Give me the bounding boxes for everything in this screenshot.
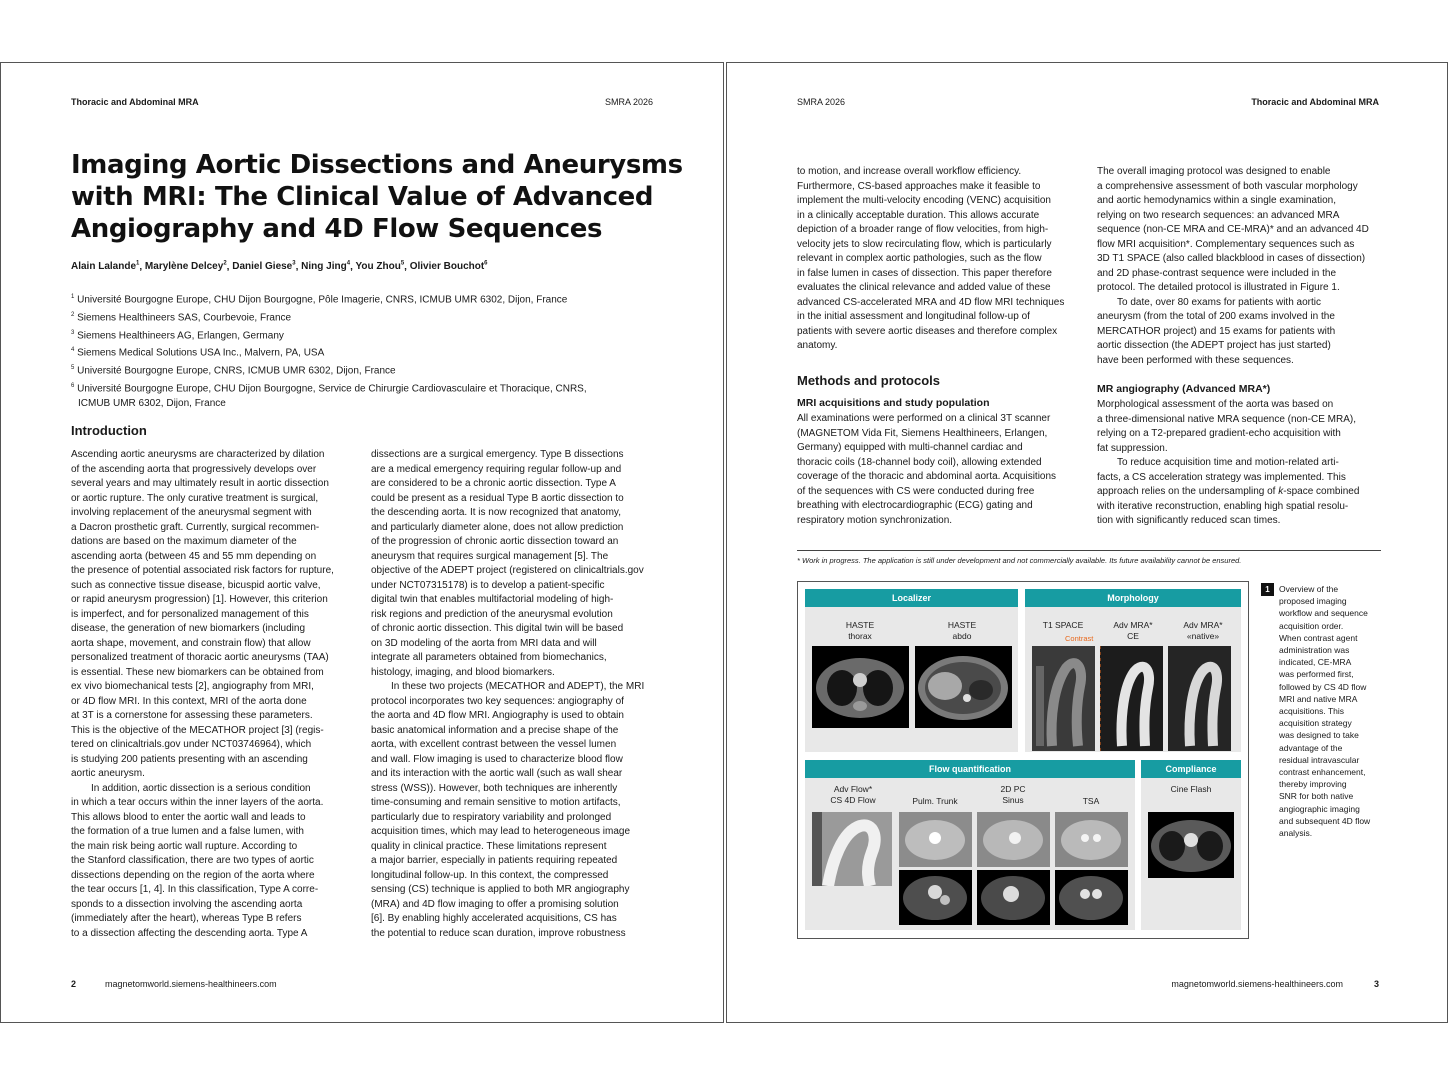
- text-line: and its interaction with the aortic wall (such as wall shear: [371, 768, 623, 779]
- footnote: * Work in progress. The application is still under development and not commercially available. Its future availability cannot be ensured.: [797, 556, 1242, 565]
- text-line: (immediately after the heart), whereas Type B refers: [71, 913, 302, 924]
- body-column-1-methods: [797, 412, 1087, 528]
- caption-line: When contrast agent: [1279, 632, 1358, 643]
- title-line: Imaging Aortic Dissections and Aneurysms: [71, 150, 683, 180]
- mri-image-adv-mra-ce: [1100, 646, 1163, 751]
- text-line: velocity jets to slow recirculating flow, which is particularly: [797, 238, 1052, 250]
- text-line: protocol. The detailed protocol is illustrated in Figure 1.: [1097, 282, 1340, 293]
- text-line: several years and may ultimately result in aortic dissection: [71, 478, 329, 489]
- text-line: could be present as a residual Type B aortic dissection to: [371, 492, 624, 504]
- contrast-annotation: Contrast: [1065, 634, 1094, 643]
- author-affiliation-mark: 3: [292, 261, 296, 267]
- mri-image-haste-thorax: [812, 646, 909, 728]
- text-line: are considered to be a chronic aortic dissection. Type A: [371, 478, 616, 489]
- author-affiliation-mark: 6: [484, 261, 488, 267]
- text-line: respiratory motion synchronization.: [797, 514, 953, 526]
- text-line: such as connective tissue disease, bicuspid aortic valve,: [71, 579, 321, 591]
- caption-line: thereby improving: [1279, 779, 1347, 790]
- text-line: patients with severe aortic diseases and therefore complex: [797, 325, 1058, 337]
- section-heading-introduction: Introduction: [71, 423, 147, 438]
- image-label: T1 SPACE: [1042, 620, 1084, 630]
- text-line: objective of the ADEPT project (registered on clinicaltrials.gov: [371, 565, 644, 576]
- text-line: This is the objective of the MECATHOR project [3] (regis-: [71, 724, 324, 736]
- panel-morphology: [1025, 589, 1241, 752]
- text-line: protocol incorporates two key sequences: angiography of: [371, 695, 624, 707]
- image-label: 2D PC Sinus: [1000, 784, 1026, 805]
- text-line: and wall. Flow imaging is used to characterize blood flow: [371, 753, 623, 765]
- text-line: relying on two research sequences: an advanced MRA: [1097, 209, 1340, 221]
- caption-line: administration was: [1279, 645, 1350, 656]
- text-line: time-consuming and remain sensitive to motion artifacts,: [371, 797, 621, 808]
- text-line: aorta, with excellent contrast between the vessel lumen: [371, 739, 617, 750]
- mri-image-4d-flow: [812, 812, 892, 886]
- body-column-2: [371, 448, 661, 941]
- caption-line: workflow and sequence: [1279, 608, 1368, 619]
- text-line: approach relies on the undersampling of k-space combined: [1097, 486, 1360, 497]
- panel-title: Localizer: [805, 589, 1018, 607]
- text-line: aortic aneurysm.: [71, 768, 145, 779]
- text-line: To reduce acquisition time and motion-related arti-: [1117, 457, 1339, 468]
- author-name: You Zhou$^5$: [355, 261, 405, 273]
- text-line: In these two projects (MECATHOR and ADEPT), the MRI: [391, 681, 645, 692]
- text-line: thoracic coils (18-channel body coil), allowing extended: [797, 456, 1042, 468]
- text-line: In addition, aortic dissection is a serious condition: [91, 782, 311, 794]
- text-line: MERCATHOR project) and 15 exams for patients with: [1097, 325, 1336, 337]
- text-line: The overall imaging protocol was designed to enable: [1097, 166, 1331, 177]
- text-line: tered on clinicaltrials.gov under NCT03746964), which: [71, 739, 312, 750]
- text-line: relying on a T2-prepared gradient-echo acquisition with: [1097, 428, 1341, 439]
- text-line: aneurysm (from the total of 200 exams involved in the: [1097, 311, 1335, 322]
- panel-compliance: [1141, 760, 1241, 930]
- text-line: is imperfect, and for personalized management of this: [71, 608, 309, 620]
- mri-image-cine-flash: [1148, 812, 1234, 878]
- article-title: [71, 149, 691, 245]
- text-line: (MAGNETOM Vida Fit, Siemens Healthineers, Erlangen,: [797, 427, 1048, 439]
- title-line: Angiography and 4D Flow Sequences: [71, 214, 603, 244]
- text-line: quality in clinical practice. These limitations represent: [371, 840, 607, 852]
- text-line: and aortic hemodynamics within a single examination,: [1097, 195, 1337, 206]
- text-line: a major barrier, especially in patients requiring repeated: [371, 855, 618, 866]
- text-line: a Dacron prosthetic graft. Currently, surgical recommen-: [71, 521, 320, 533]
- text-line: of the ascending aorta that progressively develops over: [71, 463, 317, 475]
- issue-label: SMRA 2026: [797, 97, 846, 107]
- panel-title: Flow quantification: [805, 760, 1135, 778]
- text-line: particularly due to respiratory variability and prolonged: [371, 811, 612, 823]
- text-line: on 3D modeling of the aorta from MRI data and will: [371, 637, 597, 649]
- text-line: dissections depending on the region of the aorta where: [71, 869, 315, 881]
- author-name: Olivier Bouchot$^6$: [409, 261, 488, 273]
- mri-image-pc-tsa-magnitude: [1055, 870, 1128, 925]
- text-line: longitudinal follow-up. In this context, the compressed: [371, 869, 609, 881]
- affiliation-line: $^3$ Siemens Healthineers AG, Erlangen, Germany: [71, 329, 284, 341]
- caption-line: followed by CS 4D flow: [1279, 681, 1367, 692]
- caption-line: MRI and native MRA: [1279, 693, 1358, 704]
- text-line: acquisition times, which may lead to heterogeneous image: [371, 826, 631, 837]
- text-line: of the sequences with CS were conducted during free: [797, 485, 1035, 497]
- caption-line: residual intravascular: [1279, 754, 1360, 765]
- right-page: [726, 62, 1448, 1023]
- affiliation-line: $^2$ Siemens Healthineers SAS, Courbevoie, France: [71, 311, 292, 324]
- mri-image-t1-space: [1032, 646, 1095, 751]
- image-label: TSA: [1082, 796, 1100, 806]
- text-line: in the initial assessment and longitudinal follow-up of: [797, 311, 1030, 322]
- left-page: [0, 62, 724, 1023]
- text-line: sequence (non-CE MRA and CE-MRA)* and an advanced 4D: [1097, 224, 1369, 235]
- author-affiliation-mark: 2: [223, 261, 227, 267]
- image-label: Adv MRA* «native»: [1183, 620, 1223, 641]
- caption-line: angiographic imaging: [1279, 803, 1360, 814]
- body-column-1-top: [797, 165, 1087, 354]
- text-line: in a clinically acceptable duration. This allows accurate: [797, 209, 1040, 221]
- text-line: is studying 200 patients presenting with an ascending: [71, 753, 308, 765]
- text-line: or rapid aneurysm progression) [1]. However, this criterion: [71, 594, 328, 605]
- text-line: dissections are a surgical emergency. Type B dissections: [371, 449, 624, 460]
- body-column-1: [71, 448, 356, 941]
- caption-line: and subsequent 4D flow: [1279, 815, 1371, 826]
- caption-line: was performed first,: [1279, 669, 1354, 680]
- text-line: or 4D flow MRI. In this context, MRI of the aorta done: [71, 695, 307, 707]
- text-line: Germany) equipped with multi-channel cardiac and: [797, 442, 1023, 453]
- text-line: digital twin that enables multifactorial modeling of high-: [371, 594, 614, 605]
- mri-image-pc-tsa-phase: [1055, 812, 1128, 867]
- text-line: the formation of a true lumen and a false lumen, with: [71, 826, 304, 837]
- text-line: aneurysm that requires surgical management [5]. The: [371, 550, 609, 562]
- text-line: disease, the generation of new biomarkers (including: [71, 623, 306, 634]
- author-name: Marylène Delcey$^2$: [144, 261, 227, 273]
- text-line: is essential. These new biomarkers can be obtained from: [71, 666, 324, 678]
- text-line: integrate all parameters obtained from biomechanics,: [371, 652, 607, 663]
- affiliation-line: $^1$ Université Bourgogne Europe, CHU Dijon Bourgogne, Pôle Imagerie, CNRS, ICMUB UMR 6302, Dijon, France: [71, 294, 568, 306]
- panel-title: Morphology: [1025, 589, 1241, 607]
- text-line: [6]. By enabling highly accelerated acquisitions, CS has: [371, 913, 617, 924]
- body-column-2-mra: [1097, 398, 1387, 529]
- mri-image-pc-pulm-trunk-phase: [899, 812, 972, 867]
- figure-caption: [1279, 583, 1389, 839]
- caption-line: contrast enhancement,: [1279, 767, 1366, 778]
- text-line: histology, imaging, and blood biomarkers.: [371, 666, 555, 678]
- image-label: Adv Flow* CS 4D Flow: [830, 784, 876, 805]
- text-line: risk regions and prediction of the aneurysmal evolution: [371, 608, 613, 620]
- figure-number: 1: [1261, 583, 1274, 596]
- caption-line: indicated, CE-MRA: [1279, 657, 1352, 668]
- footnote-divider: [797, 550, 1381, 551]
- text-line: personalized treatment of thoracic aortic aneurysms (TAA): [71, 652, 329, 663]
- text-line: Morphological assessment of the aorta was based on: [1097, 399, 1334, 410]
- image-label: HASTE thorax: [845, 620, 875, 641]
- author-list: Alain Lalande$^1$, Marylène Delcey$^2$, Daniel Giese$^3$, Ning Jing$^4$, You Zhou$^5$, Olivier Bouchot$^6$: [71, 261, 488, 273]
- text-line: breathing with electrocardiographic (ECG) gating and: [797, 500, 1033, 511]
- text-line: 3D T1 SPACE (also called blackblood in cases of dissection): [1097, 253, 1366, 264]
- author-name: Alain Lalande$^1$: [71, 261, 140, 273]
- text-line: ascending aorta (between 45 and 55 mm depending on: [71, 550, 317, 562]
- text-line: and particularly diameter alone, does not allow prediction: [371, 521, 624, 533]
- panel-title: Compliance: [1141, 760, 1241, 778]
- subheading-mr-angiography: MR angiography (Advanced MRA*): [1097, 383, 1271, 395]
- caption-line: Overview of the: [1279, 584, 1339, 594]
- text-line: tion with significantly reduced scan times.: [1097, 515, 1281, 526]
- running-head: Thoracic and Abdominal MRA: [1251, 97, 1379, 107]
- text-line: the aorta and 4D flow MRI. Angiography is used to obtain: [371, 710, 624, 721]
- caption-line: analysis.: [1279, 828, 1313, 839]
- text-line: have been performed with these sequences.: [1097, 354, 1294, 366]
- text-line: under NCT07315178) is to develop a patient-specific: [371, 579, 605, 591]
- text-line: at 3T is a cornerstone for assessing these parameters.: [71, 710, 313, 721]
- text-line: the presence of potential associated risk factors for rupture,: [71, 565, 334, 576]
- affiliation-line: ICMUB UMR 6302, Dijon, France: [78, 397, 226, 409]
- caption-line: acquisition strategy: [1279, 718, 1352, 729]
- author-name: Ning Jing$^4$: [301, 261, 351, 273]
- text-line: in which a tear occurs within the inner layers of the aorta.: [71, 797, 324, 808]
- text-line: aorta shape, movement, and constrain flow) that allow: [71, 637, 311, 649]
- text-line: depiction of a broader range of flow velocities, from high-: [797, 224, 1049, 235]
- caption-line: SNR for both native: [1279, 791, 1354, 802]
- text-line: Ascending aortic aneurysms are characterized by dilation: [71, 449, 325, 460]
- text-line: This allows blood to enter the aortic wall and leads to: [71, 811, 306, 823]
- section-heading-methods: Methods and protocols: [797, 373, 940, 388]
- text-line: of the progression of chronic aortic dissection toward an: [371, 536, 619, 547]
- text-line: coverage of the thoracic and abdominal aorta. Acquisitions: [797, 471, 1057, 482]
- text-line: dations are based on the maximum diameter of the: [71, 536, 297, 547]
- text-line: Furthermore, CS-based approaches make it feasible to: [797, 180, 1041, 192]
- affiliation-line: $^5$ Université Bourgogne Europe, CNRS, ICMUB UMR 6302, Dijon, France: [71, 365, 396, 377]
- author-affiliation-mark: 1: [136, 261, 140, 267]
- text-line: in false lumen in cases of dissection. This paper therefore: [797, 267, 1052, 279]
- caption-line: advantage of the: [1279, 742, 1343, 753]
- text-line: a comprehensive assessment of both vascular morphology: [1097, 180, 1358, 192]
- caption-line: was designed to take: [1279, 730, 1359, 741]
- text-line: the potential to reduce scan duration, improve robustness: [371, 927, 626, 939]
- text-line: the Stanford classification, there are two types of aortic: [71, 855, 314, 866]
- text-line: advanced CS-accelerated MRA and 4D flow MRI techniques: [797, 296, 1065, 308]
- text-line: the tear occurs [1, 4]. In this classification, Type A corre-: [71, 884, 319, 895]
- text-line: implement the multi-velocity encoding (VENC) acquisition: [797, 195, 1051, 206]
- affiliation-line: $^4$ Siemens Medical Solutions USA Inc., Malvern, PA, USA: [71, 347, 325, 359]
- text-line: facts, a CS acceleration strategy was implemented. This: [1097, 471, 1346, 483]
- body-column-2-top: [1097, 165, 1387, 368]
- text-line: to a dissection affecting the descending aorta. Type A: [71, 927, 308, 939]
- text-line: ex vivo biomechanical tests [2], angiography from MRI,: [71, 681, 314, 692]
- text-line: stress (WSS)). However, both techniques are inherently: [371, 782, 618, 794]
- text-line: sensing (CS) technique is applied to both MR angiography: [371, 884, 630, 895]
- image-label: HASTE abdo: [947, 620, 977, 641]
- text-line: the descending aorta. It is now recognized that anatomy,: [371, 507, 621, 518]
- footer-url[interactable]: magnetomworld.siemens-healthineers.com: [1171, 979, 1343, 989]
- text-line: with iterative reconstruction, enabling high spatial resolu-: [1097, 500, 1349, 512]
- text-line: aortic dissection (the ADEPT project has just started): [1097, 340, 1331, 351]
- figure-1: [797, 581, 1249, 939]
- image-label: Cine Flash: [1170, 784, 1212, 794]
- page-number: 2: [71, 979, 77, 989]
- panel-flow-quantification: [805, 760, 1135, 930]
- subheading-mri-acquisitions: MRI acquisitions and study population: [797, 397, 990, 409]
- footer-url[interactable]: magnetomworld.siemens-healthineers.com: [105, 979, 277, 989]
- page-number: 3: [1373, 979, 1379, 989]
- panel-localizer: [805, 589, 1018, 752]
- text-line: All examinations were performed on a clinical 3T scanner: [797, 413, 1051, 424]
- mri-image-pc-pulm-trunk-magnitude: [899, 870, 972, 925]
- caption-line: proposed imaging: [1279, 596, 1347, 607]
- affiliation-list: [71, 290, 691, 411]
- text-line: sponds to a dissection involving the ascending aorta: [71, 898, 303, 910]
- mri-image-pc-sinus-phase: [977, 812, 1050, 867]
- text-line: basic anatomical information and a precise shape of the: [371, 724, 619, 736]
- image-label: Adv MRA* CE: [1113, 620, 1153, 641]
- text-line: anatomy.: [797, 340, 838, 351]
- text-line: a three-dimensional native MRA sequence (non-CE MRA),: [1097, 413, 1357, 425]
- text-line: involving replacement of the aneurysmal segment with: [71, 507, 312, 518]
- text-line: are a medical emergency requiring regular follow-up and: [371, 463, 622, 475]
- text-line: flow MRI acquisition*. Complementary sequences such as: [1097, 238, 1355, 250]
- affiliation-line: $^6$ Université Bourgogne Europe, CHU Dijon Bourgogne, Service de Chirurgie Cardiovasculaire et Thoracique, CNRS,: [71, 383, 587, 395]
- text-line: (MRA) and 4D flow imaging to offer a promising solution: [371, 898, 619, 910]
- image-label: Pulm. Trunk: [912, 796, 958, 806]
- issue-label: SMRA 2026: [604, 97, 653, 107]
- text-line: of chronic aortic dissection. This digital twin will be based: [371, 623, 624, 634]
- mri-image-haste-abdo: [915, 646, 1012, 728]
- running-head: Thoracic and Abdominal MRA: [71, 97, 199, 107]
- text-line: To date, over 80 exams for patients with aortic: [1117, 296, 1321, 308]
- text-line: or aortic rupture. The only curative treatment is surgical,: [71, 492, 319, 504]
- author-affiliation-mark: 5: [400, 261, 405, 267]
- caption-line: acquisition order.: [1279, 620, 1344, 631]
- author-name: Daniel Giese$^3$: [232, 261, 296, 273]
- text-line: the main risk being aortic wall rupture. According to: [71, 840, 298, 852]
- text-line: and 2D phase-contrast sequence were included in the: [1097, 267, 1337, 279]
- text-line: relevant in complex aortic pathologies, such as the flow: [797, 253, 1042, 264]
- caption-line: acquisitions. This: [1279, 706, 1345, 717]
- text-line: to motion, and increase overall workflow efficiency.: [797, 166, 1022, 177]
- author-affiliation-mark: 4: [346, 261, 351, 267]
- mri-image-adv-mra-native: [1168, 646, 1231, 751]
- text-line: evaluates the clinical relevance and added value of these: [797, 282, 1051, 293]
- title-line: with MRI: The Clinical Value of Advanced: [71, 182, 654, 212]
- text-line: fat suppression.: [1097, 442, 1168, 454]
- mri-image-pc-sinus-magnitude: [977, 870, 1050, 925]
